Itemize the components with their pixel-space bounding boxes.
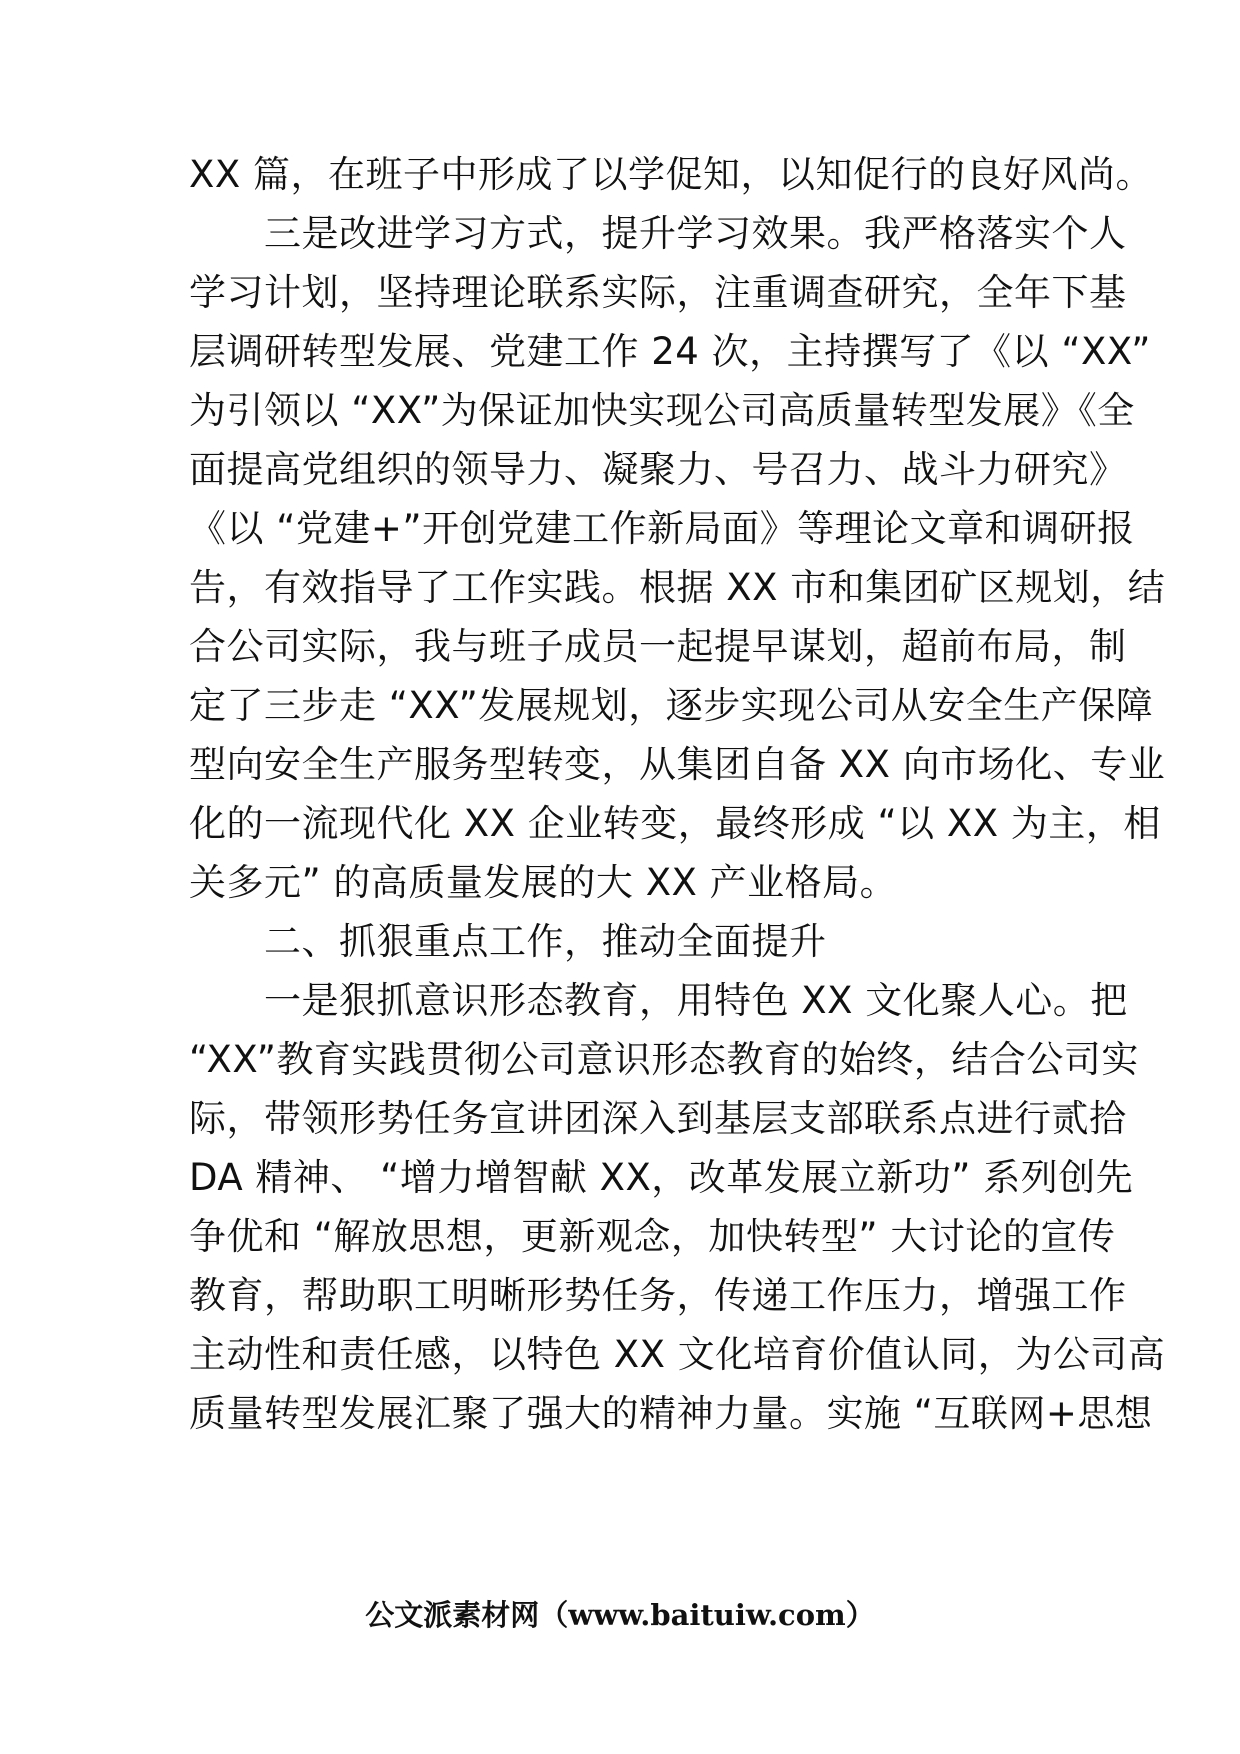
paragraph-line: 争优和 “解放思想，更新观念，加快转型” 大讨论的宣传 — [189, 1215, 1116, 1258]
paragraph-line: 际，带领形势任务宣讲团深入到基层支部联系点进行贰拾 — [189, 1097, 1127, 1140]
paragraph-line: 化的一流现代化 XX 企业转变，最终形成 “以 XX 为主，相 — [189, 802, 1161, 845]
paragraph-line: 告，有效指导了工作实践。根据 XX 市和集团矿区规划，结 — [189, 566, 1166, 609]
paragraph-line: 主动性和责任感，以特色 XX 文化培育价值认同，为公司高 — [189, 1333, 1166, 1376]
paragraph-line: 教育，帮助职工明晰形势任务，传递工作压力，增强工作 — [189, 1274, 1127, 1317]
paragraph-line: 质量转型发展汇聚了强大的精神力量。实施 “互联网+思想 — [189, 1392, 1153, 1435]
paragraph-line: DA 精神、 “增力增智献 XX，改革发展立新功” 系列创先 — [189, 1156, 1134, 1199]
paragraph-line: 三是改进学习方式，提升学习效果。我严格落实个人 — [189, 212, 1127, 255]
paragraph-line: XX 篇，在班子中形成了以学促知，以知促行的良好风尚。 — [189, 153, 1153, 196]
paragraph-line: 合公司实际，我与班子成员一起提早谋划，超前布局，制 — [189, 625, 1127, 668]
footer-watermark: 公文派素材网（www.baituiw.com） — [365, 1598, 875, 1632]
paragraph-line: “XX”教育实践贯彻公司意识形态教育的始终，结合公司实 — [189, 1038, 1139, 1081]
paragraph-line: 层调研转型发展、党建工作 24 次，主持撰写了《以 “XX” — [189, 330, 1151, 373]
paragraph-line: 为引领以 “XX”为保证加快实现公司高质量转型发展》《全 — [189, 389, 1135, 432]
paragraph-line: 《以 “党建+”开创党建工作新局面》等理论文章和调研报 — [189, 507, 1135, 550]
paragraph-line: 一是狠抓意识形态教育，用特色 XX 文化聚人心。把 — [189, 979, 1128, 1022]
section-heading: 二、抓狠重点工作，推动全面提升 — [189, 920, 827, 963]
paragraph-line: 关多元” 的高质量发展的大 XX 产业格局。 — [189, 861, 898, 904]
paragraph-line: 面提高党组织的领导力、凝聚力、号召力、战斗力研究》 — [189, 448, 1127, 491]
paragraph-line: 定了三步走 “XX”发展规划，逐步实现公司从安全生产保障 — [189, 684, 1154, 727]
paragraph-line: 型向安全生产服务型转变，从集团自备 XX 向市场化、专业 — [189, 743, 1166, 786]
paragraph-line: 学习计划，坚持理论联系实际，注重调查研究，全年下基 — [189, 271, 1127, 314]
